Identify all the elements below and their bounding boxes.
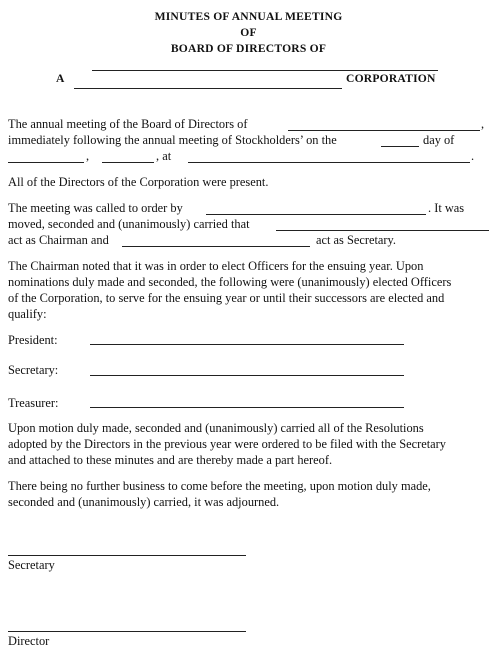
director-signature-line[interactable]: [8, 631, 246, 632]
para3-line3a: act as Chairman and: [8, 233, 109, 247]
director-signature-label: Director: [8, 634, 50, 648]
para1-line3-end: .: [471, 149, 475, 163]
title-line-1: MINUTES OF ANNUAL MEETING: [154, 10, 343, 23]
para1-line1: The annual meeting of the Board of Directors of: [8, 117, 248, 131]
secretary-signature-line[interactable]: [8, 555, 246, 556]
para1-line3-at: , at: [156, 149, 172, 163]
directors-present: All of the Directors of the Corporation were present.: [8, 175, 269, 189]
para1-line2: immediately following the annual meeting of Stockholders’ on the: [8, 133, 337, 147]
para5-line3: and attached to these minutes and are thereby made a part hereof.: [8, 453, 333, 467]
title-line-2: OF: [240, 26, 257, 39]
para4-line1: The Chairman noted that it was in order to elect Officers for the ensuing year. Upon: [8, 259, 424, 273]
secretary-label: Secretary:: [8, 363, 59, 377]
chairman-name-blank[interactable]: [276, 230, 489, 231]
para5-line1: Upon motion duly made, seconded and (unanimously) carried all of the Resolutions: [8, 421, 424, 435]
para1-line3-comma: ,: [86, 149, 90, 163]
company-name-blank[interactable]: [92, 70, 438, 71]
para1-line1-end: ,: [481, 117, 485, 131]
para3-line3b: act as Secretary.: [316, 233, 397, 247]
para6-line1: There being no further business to come before the meeting, upon motion duly made,: [8, 479, 431, 493]
secretary-signature-label: Secretary: [8, 558, 55, 572]
year-blank[interactable]: [102, 162, 154, 163]
president-label: President:: [8, 333, 58, 347]
board-of-blank[interactable]: [288, 130, 480, 131]
corp-suffix: CORPORATION: [346, 72, 436, 85]
day-blank[interactable]: [381, 146, 419, 147]
corporation-name-blank[interactable]: [74, 88, 342, 89]
president-blank[interactable]: [90, 344, 404, 345]
title-line-3: BOARD OF DIRECTORS OF: [170, 42, 327, 55]
month-blank[interactable]: [8, 162, 84, 163]
secretary-name-blank[interactable]: [122, 246, 310, 247]
secretary-officer-blank[interactable]: [90, 375, 404, 376]
para6-line2: seconded and (unanimously) carried, it was adjourned.: [8, 495, 280, 509]
called-by-blank[interactable]: [206, 214, 426, 215]
para3-line2: moved, seconded and (unanimously) carried that: [8, 217, 250, 231]
para4-line4: qualify:: [8, 307, 47, 321]
treasurer-label: Treasurer:: [8, 396, 59, 410]
para3-line1-end: . It was: [428, 201, 465, 215]
para5-line2: adopted by the Directors in the previous year were ordered to be filed with the Secretary: [8, 437, 446, 451]
corp-prefix: A: [56, 72, 65, 85]
location-blank[interactable]: [188, 162, 470, 163]
treasurer-blank[interactable]: [90, 407, 404, 408]
para3-line1: The meeting was called to order by: [8, 201, 183, 215]
para4-line3: of the Corporation, to serve for the ensuing year or until their successors are elected and: [8, 291, 445, 305]
para4-line2: nominations duly made and seconded, the following were (unanimously) elected Officers: [8, 275, 452, 289]
para1-line2-end: day of: [423, 133, 455, 147]
